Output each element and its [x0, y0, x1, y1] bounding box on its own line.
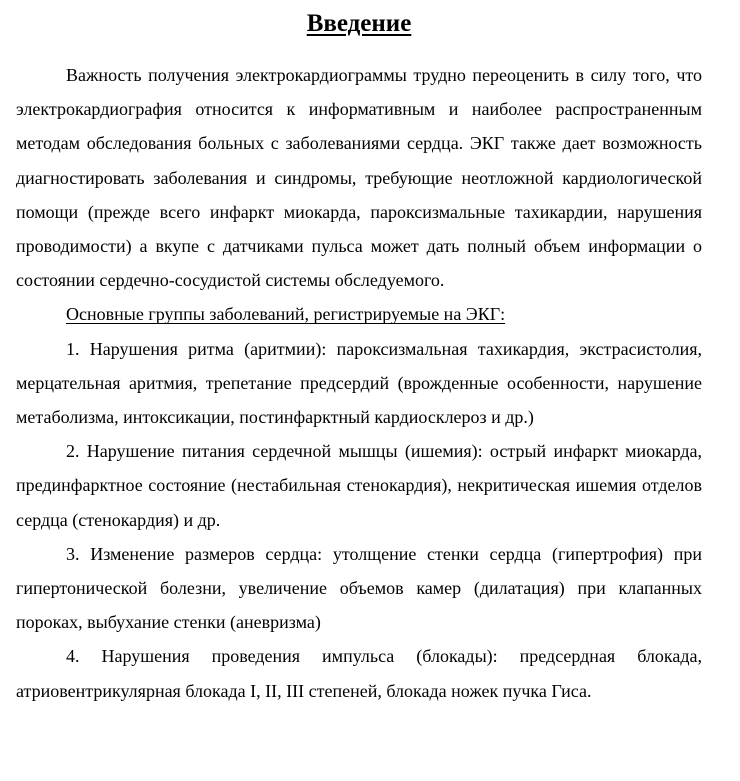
subheading-text: Основные группы заболеваний, регистрируемые на ЭКГ:	[66, 304, 506, 325]
page-title: Введение	[306, 10, 412, 37]
list-item: 1. Нарушения ритма (аритмии): пароксизмальная тахикардия, экстрасистолия, мерцательная аритмия, трепетание предсердий (врожденные особенности, нарушение метаболизма, интоксикации, постинфарктный кардиосклероз и др.)	[16, 338, 702, 428]
list-item: 4. Нарушения проведения импульса (блокады): предсердная блокада, атриовентрикулярная блокада I, II, III степеней, блокада ножек пучка Гиса.	[16, 646, 702, 701]
intro-paragraph: Важность получения электрокардиограммы трудно переоценить в силу того, что электрокардиография относится к информативным и наиболее распространенным методам обследования больных с заболеваниями сердца. ЭКГ также дает возможность диагностировать заболевания и синдромы, требующие неотложной кардиологической помощи (прежде всего инфаркт миокарда, пароксизмальные тахикардии, нарушения проводимости) а вкупе с датчиками пульса может дать полный объем информации о состоянии сердечно-сосудистой системы обследуемого.	[16, 65, 702, 291]
list-item: 3. Изменение размеров сердца: утолщение стенки сердца (гипертрофия) при гипертонической болезни, увеличение объемов камер (дилатация) при клапанных пороках, выбухание стенки (аневризма)	[16, 543, 702, 633]
section-subheading	[16, 297, 702, 331]
document-body	[16, 58, 702, 708]
list-item: 2. Нарушение питания сердечной мышцы (ишемия): острый инфаркт миокарда, прединфарктное состояние (нестабильная стенокардия), некритическая ишемия отделов сердца (стенокардия) и др.	[16, 441, 702, 530]
